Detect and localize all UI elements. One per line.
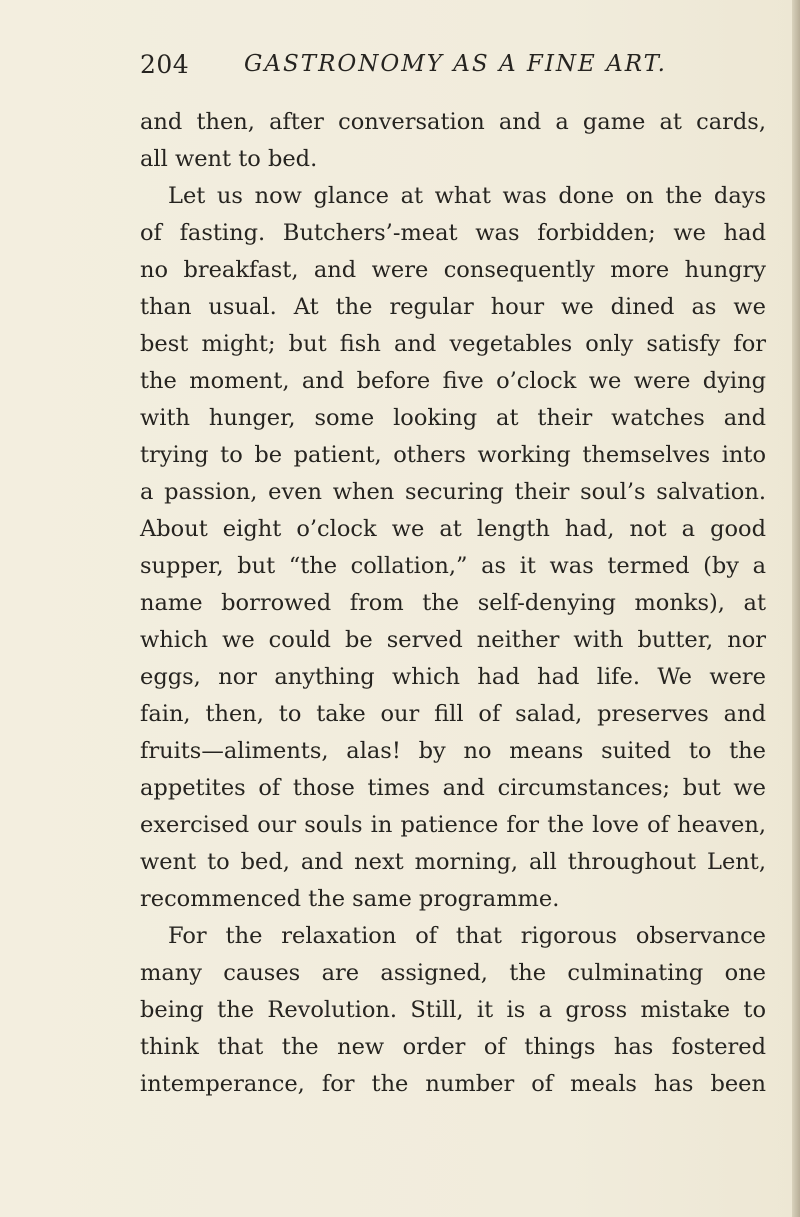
- running-head: [140, 50, 720, 86]
- text-line: trying to be patient, others working themselves into: [140, 442, 766, 468]
- text-line: and then, after conversation and a game at cards,: [140, 109, 766, 135]
- text-line: which we could be served neither with butter, nor: [140, 627, 766, 653]
- text-line: supper, but “the collation,” as it was termed (by a: [140, 553, 766, 579]
- text-line: For the relaxation of that rigorous observance: [168, 923, 766, 949]
- text-line: a passion, even when securing their soul’s salvation.: [140, 479, 766, 505]
- text-line: the moment, and before five o’clock we were dying: [140, 368, 766, 394]
- text-line: appetites of those times and circumstances; but we: [140, 775, 766, 801]
- text-line: exercised our souls in patience for the love of heaven,: [140, 812, 766, 838]
- text-line: went to bed, and next morning, all throughout Lent,: [140, 849, 766, 875]
- text-line: being the Revolution. Still, it is a gross mistake to: [140, 997, 766, 1023]
- page-edge: [792, 0, 800, 1217]
- body-text: [140, 104, 766, 1103]
- text-line: intemperance, for the number of meals has been: [140, 1071, 766, 1097]
- text-line: best might; but fish and vegetables only satisfy for: [140, 331, 766, 357]
- text-line: fain, then, to take our fill of salad, preserves and: [140, 701, 766, 727]
- text-line: name borrowed from the self-denying monks), at: [140, 590, 766, 616]
- text-line: no breakfast, and were consequently more hungry: [140, 257, 766, 283]
- running-title: GASTRONOMY AS A FINE ART.: [244, 51, 667, 77]
- text-line: Let us now glance at what was done on the days: [168, 183, 766, 209]
- text-line: recommenced the same programme.: [140, 886, 560, 912]
- text-line: of fasting. Butchers’-meat was forbidden; we had: [140, 220, 766, 246]
- text-line: eggs, nor anything which had had life. We were: [140, 664, 766, 690]
- text-line: with hunger, some looking at their watches and: [140, 405, 766, 431]
- text-line: many causes are assigned, the culminating one: [140, 960, 766, 986]
- text-line: than usual. At the regular hour we dined as we: [140, 294, 766, 320]
- text-line: fruits—aliments, alas! by no means suited to the: [140, 738, 766, 764]
- page-number: 204: [140, 50, 190, 79]
- text-line: About eight o’clock we at length had, not a good: [140, 516, 766, 542]
- text-line: think that the new order of things has fostered: [140, 1034, 766, 1060]
- text-line: all went to bed.: [140, 146, 318, 172]
